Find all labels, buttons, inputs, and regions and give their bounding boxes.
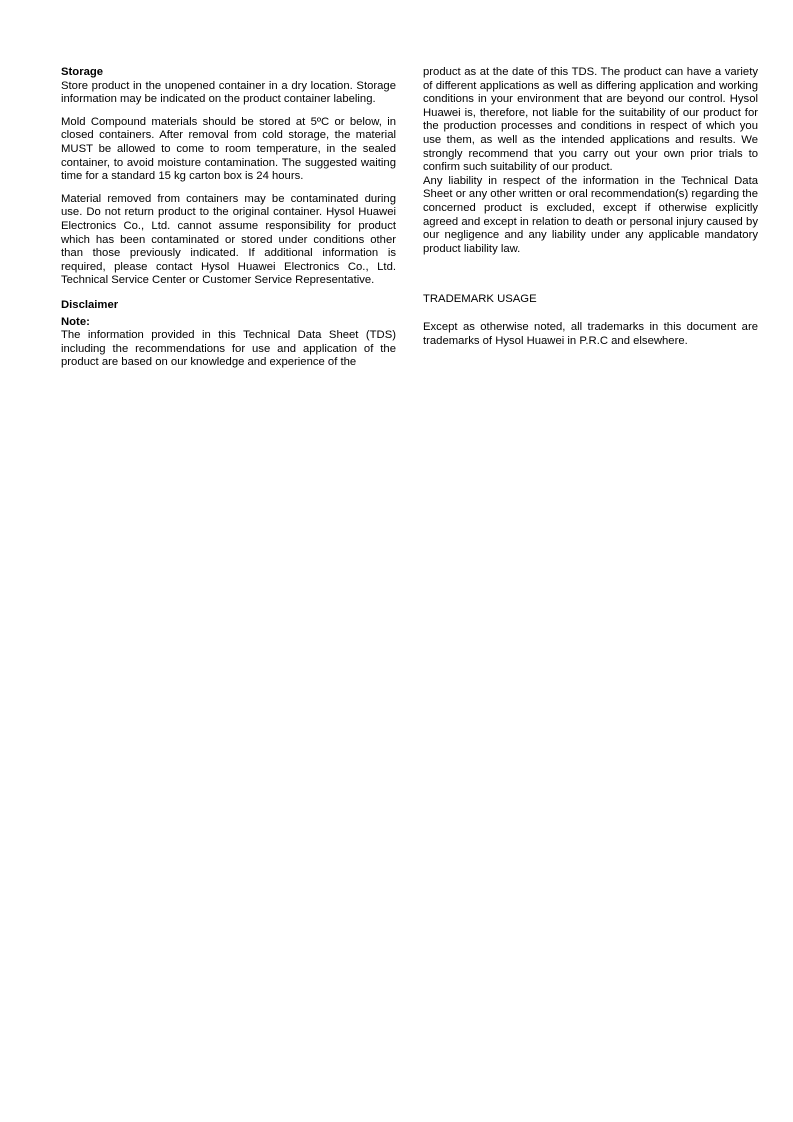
trademark-heading: TRADEMARK USAGE bbox=[423, 293, 537, 306]
disclaimer-heading: Disclaimer bbox=[61, 298, 119, 311]
right-column bbox=[423, 66, 758, 348]
storage-paragraph-2: Mold Compound materials should be stored at 5ºC or below, in closed containers. After removal from cold storage, the material MUST be allowed to come to room temperature, in the sealed container, to avoid moisture contamination. The suggested waiting time for a standard 15 kg carton box is 24 hours. bbox=[61, 115, 396, 183]
storage-heading: Storage bbox=[61, 66, 104, 78]
disclaimer-note-label: Note: bbox=[61, 315, 90, 328]
left-column bbox=[61, 66, 396, 370]
disclaimer-paragraph-start: The information provided in this Technical Data Sheet (TDS) including the recommendations for use and application of the product are based on our knowledge and experience of the bbox=[61, 329, 396, 369]
storage-paragraph-3: Material removed from containers may be contaminated during use. Do not return product to the original container. Hysol Huawei Electronics Co., Ltd. cannot assume responsibility for product which has been contaminated or stored under conditions other than those previously indicated. If additional information is required, please contact Hysol Huawei Electronics Co., Ltd. Technical Service Center or Customer Service Representative. bbox=[61, 192, 396, 287]
trademark-paragraph: Except as otherwise noted, all trademarks in this document are trademarks of Hysol Huawei in P.R.C and elsewhere. bbox=[423, 320, 758, 347]
disclaimer-paragraph-continued: product as at the date of this TDS. The product can have a variety of different applications as well as differing application and working conditions in your environment that are beyond our control. Hysol Huawei is, therefore, not liable for the suitability of our product for the production processes and conditions in respect of which you use them, as well as the intended applications and results. We strongly recommend that you carry out your own prior trials to confirm such suitability of our product. bbox=[423, 66, 758, 174]
storage-paragraph-1: Store product in the unopened container in a dry location. Storage information may be indicated on the product container labeling. bbox=[61, 79, 396, 106]
liability-paragraph: Any liability in respect of the information in the Technical Data Sheet or any other written or oral recommendation(s) regarding the concerned product is excluded, except if otherwise explicitly agreed and except in relation to death or personal injury caused by our negligence and any liability under any applicable mandatory product liability law. bbox=[423, 174, 758, 255]
